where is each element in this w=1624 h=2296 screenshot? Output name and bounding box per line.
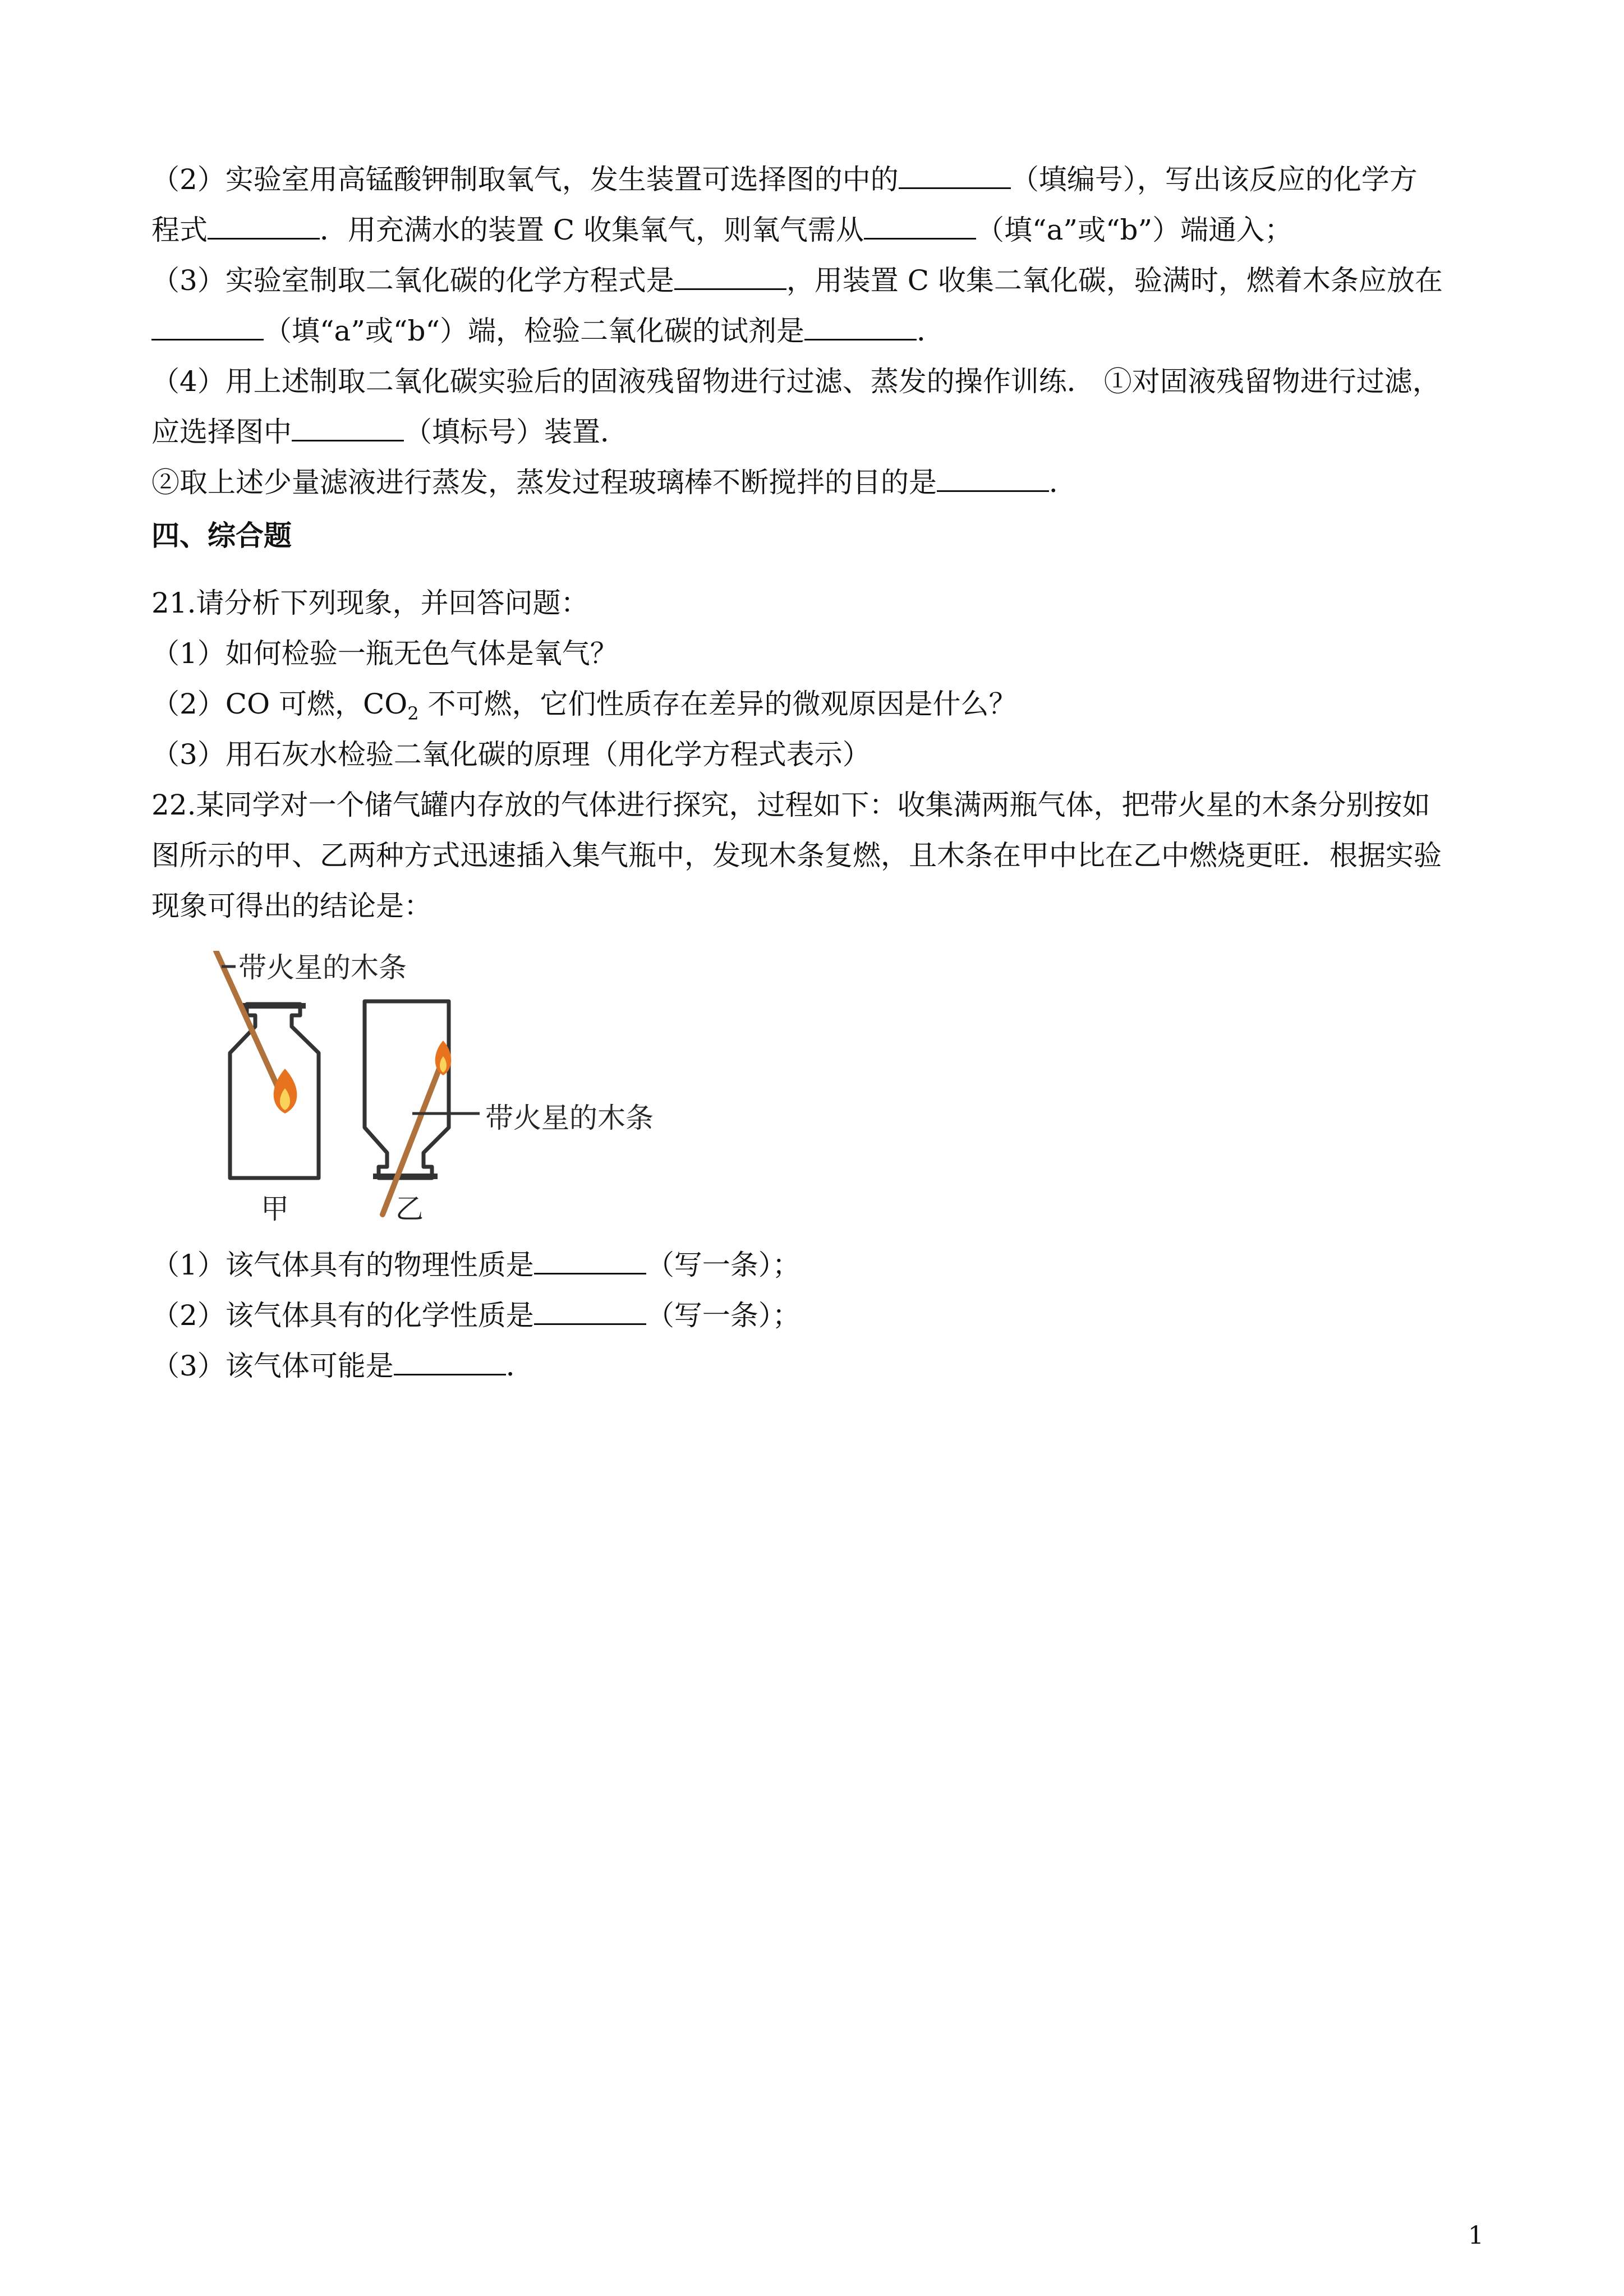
answer-blank[interactable] (394, 1351, 506, 1375)
text: （1）该气体具有的物理性质是 (151, 1249, 534, 1281)
q20-part4-line3 (151, 466, 1077, 499)
q21-part1: （1）如何检验一瓶无色气体是氧气？ (151, 637, 618, 670)
text: （写一条）； (646, 1249, 801, 1281)
text: （2）CO 可燃，CO (151, 688, 408, 720)
q22-part2 (151, 1299, 801, 1332)
q20-part2-line2 (151, 213, 1292, 247)
q22-stem-line3: 现象可得出的结论是： (151, 890, 432, 922)
section-heading: 四、综合题 (151, 519, 292, 552)
text: （填编号），写出该反应的化学方 (1010, 163, 1418, 196)
text: 应选择图中 (151, 416, 292, 448)
q21-part2 (151, 687, 1016, 730)
gas-bottle-figure (185, 951, 813, 1237)
answer-blank[interactable] (899, 165, 1011, 189)
text: （填“a”或“b“）端，检验二氧化碳的试剂是 (264, 315, 805, 347)
text: ②取上述少量滤液进行蒸发，蒸发过程玻璃棒不断搅拌的目的是 (151, 466, 937, 499)
text: （4）用上述制取二氧化碳实验后的固液残留物进行过滤、蒸发的操作训练． ①对固液残留物进行过滤， (151, 365, 1441, 398)
label-jia: 甲 (261, 1193, 289, 1225)
text: （写一条）； (646, 1299, 801, 1332)
text: ．用充满水的装置 C 收集氧气，则氧气需从 (320, 214, 864, 246)
answer-blank[interactable] (151, 316, 264, 341)
q22-part1 (151, 1248, 801, 1282)
answer-blank[interactable] (804, 316, 917, 341)
text: （2）该气体具有的化学性质是 (151, 1299, 534, 1332)
text: ． (1049, 466, 1077, 499)
text: （3）实验室制取二氧化碳的化学方程式是 (151, 264, 674, 297)
answer-blank[interactable] (864, 215, 976, 240)
page-number: 1 (1468, 2221, 1484, 2250)
q22-part3 (151, 1349, 534, 1383)
document-page (151, 0, 1475, 2296)
text: 不可燃，它们性质存在差异的微观原因是什么？ (418, 688, 1017, 720)
answer-blank[interactable] (534, 1301, 646, 1325)
answer-blank[interactable] (208, 215, 320, 240)
q20-part4-line1 (151, 365, 1441, 398)
subscript: 2 (407, 703, 419, 724)
label-stick-right: 带火星的木条 (485, 1102, 654, 1134)
q20-part3-line2 (151, 314, 945, 348)
text: ，用装置 C 收集二氧化碳，验满时，燃着木条应放在 (786, 264, 1443, 297)
text: ． (917, 315, 945, 347)
q20-part4-line2 (151, 415, 628, 449)
text: ． (505, 1350, 534, 1382)
q22-stem-line1: 22.某同学对一个储气罐内存放的气体进行探究，过程如下：收集满两瓶气体，把带火星的木条分别按如 (151, 789, 1430, 821)
label-yi: 乙 (395, 1193, 424, 1225)
text: （填“a”或“b”）端通入； (976, 214, 1293, 246)
answer-blank[interactable] (292, 417, 404, 441)
answer-blank[interactable] (534, 1250, 646, 1274)
text: （3）该气体可能是 (151, 1350, 394, 1382)
q21-part3: （3）用石灰水检验二氧化碳的原理（用化学方程式表示） (151, 738, 871, 771)
text: 程式 (151, 214, 208, 246)
text: （2）实验室用高锰酸钾制取氧气，发生装置可选择图的中的 (151, 163, 899, 196)
q20-part3-line1 (151, 264, 1443, 297)
label-stick-top: 带火星的木条 (238, 951, 407, 984)
q22-stem-line2: 图所示的甲、乙两种方式迅速插入集气瓶中，发现木条复燃，且木条在甲中比在乙中燃烧更旺．根据实验 (151, 839, 1442, 872)
answer-blank[interactable] (937, 468, 1049, 492)
q20-part2-line1 (151, 163, 1418, 196)
q21-stem: 21.请分析下列现象，并回答问题： (151, 587, 589, 619)
text: （填标号）装置． (404, 416, 628, 448)
answer-blank[interactable] (674, 266, 786, 290)
